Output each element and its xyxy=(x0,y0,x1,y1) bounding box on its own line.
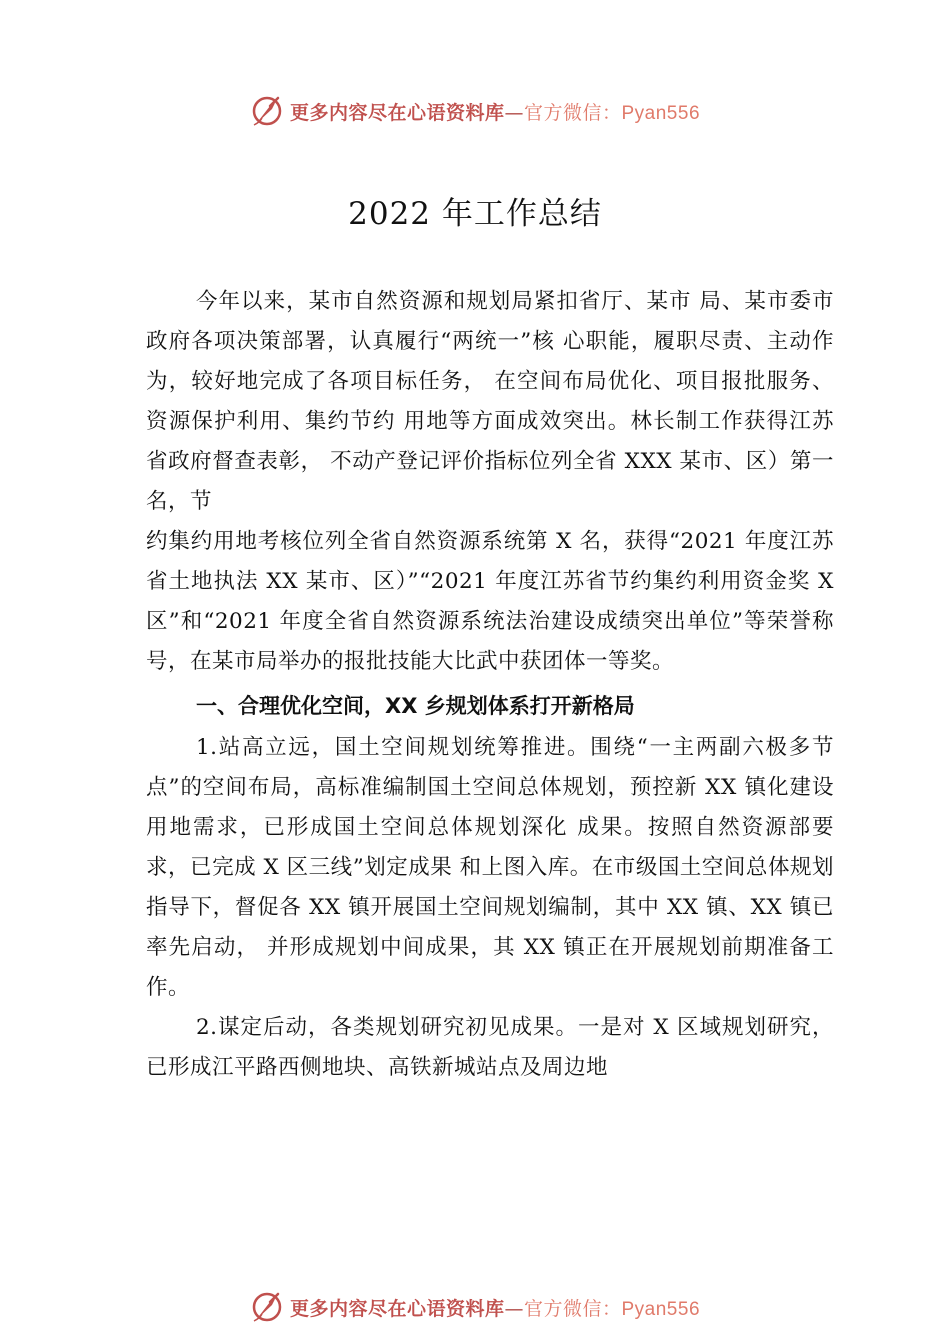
watermark-main-text: 更多内容尽在心语资料库 xyxy=(289,1297,505,1320)
intro-paragraph-part2: 约集约用地考核位列全省自然资源系统第 X 名，获得“2021 年度江苏省土地执法 XX 某市、区）”“2021 年度江苏省节约集约利用资金奖 X 区”和“2021 年度全省自然资源系统法治建设成绩突出单位”等荣誉称号，在某市局举办的报批技能大比武中获团体一等奖。 xyxy=(146,529,834,674)
document-title: 2022 年工作总结 xyxy=(348,196,602,232)
watermark-dash: — xyxy=(504,101,524,124)
watermark-wechat-id: Pyan556 xyxy=(621,102,701,124)
document-body xyxy=(146,282,834,1088)
watermark-main-text: 更多内容尽在心语资料库 xyxy=(289,101,505,124)
paragraph-item-2: 2.谋定后动，各类规划研究初见成果。一是对 X 区域规划研究，已形成江平路西侧地块、高铁新城站点及周边地 xyxy=(146,1015,834,1080)
watermark-dash: — xyxy=(504,1297,524,1320)
intro-paragraph-part1: 今年以来，某市自然资源和规划局紧扣省厅、某市 局、某市委市政府各项决策部署，认真履行“两统一”核 心职能，履职尽责、主动作为，较好地完成了各项目标任务， 在空间布局优化、项目报批服务、资源保护利用、集约节约 用地等方面成效突出。林长制工作获得江苏省政府督查表彰， 不动产登记评价指标位列全省 XXX 某市、区）第一名，节 xyxy=(146,289,834,514)
section-heading-1: 一、合理优化空间，XX 乡规划体系打开新格局 xyxy=(196,694,635,718)
pen-logo-icon xyxy=(250,94,284,128)
paragraph-item-1: 1.站高立远，国土空间规划统筹推进。围绕“一主两副六极多节点”的空间布局，高标准编制国土空间总体规划，预控新 XX 镇化建设用地需求，已形成国土空间总体规划深化 成果。按照自然资源部要求，已完成 X 区三线”划定成果 和上图入库。在市级国土空间总体规划指导下，督促各 XX 镇开展国土空间规划编制，其中 XX 镇、XX 镇已率先启动， 并形成规划中间成果，其 XX 镇正在开展规划前期准备工作。 xyxy=(146,735,834,1000)
watermark-header xyxy=(0,94,950,128)
pen-logo-icon xyxy=(250,1290,284,1324)
watermark-text xyxy=(290,98,700,125)
watermark-label: 官方微信： xyxy=(523,101,622,124)
watermark-wechat-id: Pyan556 xyxy=(621,1298,701,1320)
watermark-footer xyxy=(0,1290,950,1324)
watermark-label: 官方微信： xyxy=(523,1297,622,1320)
watermark-text xyxy=(290,1294,700,1321)
